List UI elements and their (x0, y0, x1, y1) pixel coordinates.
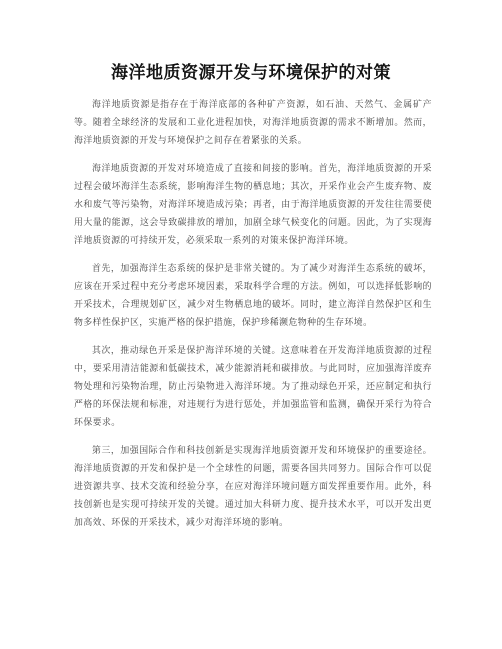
document-body (74, 96, 432, 542)
paragraph-4: 其次，推动绿色开采是保护海洋环境的关键。这意味着在开发海洋地质资源的过程中，要采用清洁能源和低碳技术，减少能源消耗和碳排放。与此同时，应加强海洋废弃物处理和污染物治理，防止污染物进入海洋环境。为了推动绿色开采，还应制定和执行严格的环保法规和标准，对违规行为进行惩处，并加强监管和监测，确保开采行为符合环保要求。 (74, 346, 432, 428)
paragraph-5: 第三，加强国际合作和科技创新是实现海洋地质资源开发和环境保护的重要途径。海洋地质资源的开发和保护是一个全球性的问题，需要各国共同努力。国际合作可以促进资源共享、技术交流和经验分享，在应对海洋环境问题方面发挥重要作用。此外，科技创新也是实现可持续开发的关键。通过加大科研力度、提升技术水平，可以开发出更加高效、环保的开采技术，减少对海洋环境的影响。 (74, 446, 432, 528)
paragraph-3: 首先，加强海洋生态系统的保护是非常关键的。为了减少对海洋生态系统的破坏，应该在开采过程中充分考虑环境因素，采取科学合理的方法。例如，可以选择低影响的开采技术，合理规划矿区，减少对生物栖息地的破坏。同时，建立海洋自然保护区和生物多样性保护区，实施严格的保护措施，保护珍稀濒危物种的生存环境。 (74, 264, 432, 328)
paragraph-2: 海洋地质资源的开发对环境造成了直接和间接的影响。首先，海洋地质资源的开采过程会破坏海洋生态系统，影响海洋生物的栖息地；其次，开采作业会产生废弃物、废水和废气等污染物，对海洋环境造成污染；再者，由于海洋地质资源的开发往往需要使用大量的能源，这会导致碳排放的增加，加剧全球气候变化的问题。因此，为了实现海洋地质资源的可持续开发，必须采取一系列的对策来保护海洋环境。 (74, 164, 432, 246)
paragraph-1: 海洋地质资源是指存在于海洋底部的各种矿产资源，如石油、天然气、金属矿产等。随着全球经济的发展和工业化进程加快，对海洋地质资源的需求不断增加。然而，海洋地质资源的开发与环境保护之间存在着紧张的关系。 (74, 100, 432, 146)
document-title: 海洋地质资源开发与环境保护的对策 (111, 63, 391, 83)
